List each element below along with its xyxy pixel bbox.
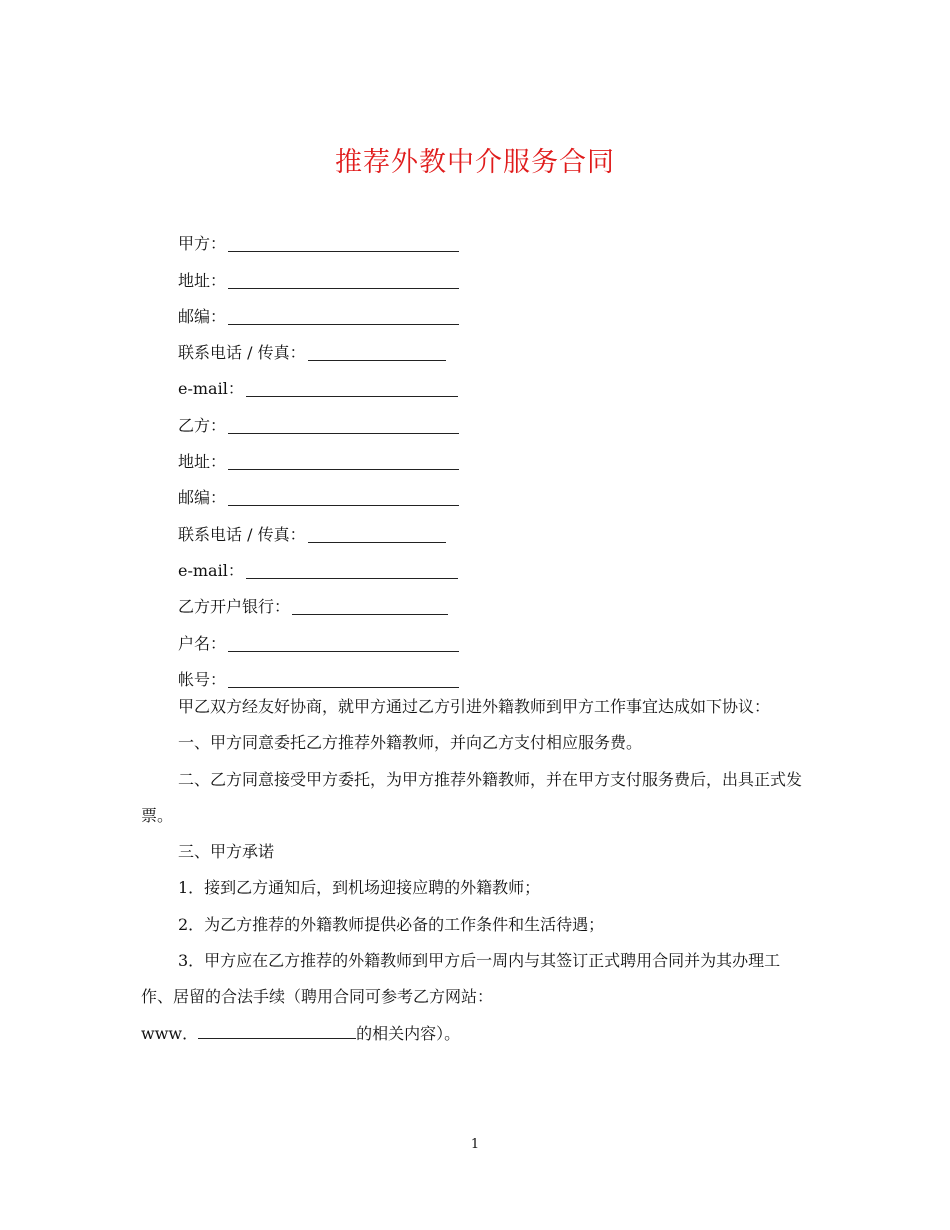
field-row-postcode-a — [178, 292, 478, 328]
party-info-fields — [178, 219, 478, 691]
field-label: e-mail： — [178, 379, 244, 399]
field-row-party-a — [178, 219, 478, 255]
blank-line — [246, 379, 458, 397]
field-label: 乙方： — [178, 415, 227, 435]
url-prefix: www． — [141, 1023, 199, 1043]
intro-paragraph: 甲乙双方经友好协商，就甲方通过乙方引进外籍教师到甲方工作事宜达成如下协议： — [178, 697, 771, 716]
blank-line — [228, 670, 459, 688]
field-label: e-mail： — [178, 560, 244, 580]
field-label: 联系电话 / 传真： — [178, 524, 306, 544]
website-line — [141, 1016, 809, 1052]
field-row-email-a — [178, 364, 478, 400]
blank-line — [228, 488, 459, 506]
clause-2: 二、乙方同意接受甲方委托，为甲方推荐外籍教师，并在甲方支付服务费后，出具正式发票。 — [141, 769, 803, 825]
field-label: 帐号： — [178, 669, 227, 689]
field-row-account-number — [178, 655, 478, 691]
clause-3-item-3: 3．甲方应在乙方推荐的外籍教师到甲方后一周内与其签订正式聘用合同并为其办理工作、居留的合法手续（聘用合同可参考乙方网站： — [141, 951, 781, 1007]
blank-line — [228, 234, 459, 252]
field-row-address-a — [178, 255, 478, 291]
blank-line — [228, 452, 459, 470]
blank-line — [292, 597, 448, 615]
document-title: 推荐外教中介服务合同 — [335, 147, 615, 178]
blank-line — [228, 307, 459, 325]
contract-body — [141, 689, 809, 1052]
field-row-bank — [178, 582, 478, 618]
field-label: 联系电话 / 传真： — [178, 343, 306, 363]
url-blank-line — [198, 1024, 356, 1039]
field-label: 地址： — [178, 452, 227, 472]
clause-1: 一、甲方同意委托乙方推荐外籍教师，并向乙方支付相应服务费。 — [178, 733, 643, 753]
blank-line — [228, 271, 459, 289]
page-number: 1 — [470, 1137, 480, 1152]
field-label: 甲方： — [178, 234, 227, 254]
field-label: 地址： — [178, 270, 227, 290]
field-row-email-b — [178, 546, 478, 582]
field-row-account-name — [178, 618, 478, 654]
field-row-phone-a — [178, 328, 478, 364]
blank-line — [228, 634, 459, 652]
blank-line — [228, 416, 459, 434]
field-row-address-b — [178, 437, 478, 473]
field-row-postcode-b — [178, 473, 478, 509]
field-label: 户名： — [178, 633, 227, 653]
clause-3-item-2: 2．为乙方推荐的外籍教师提供必备的工作条件和生活待遇； — [178, 914, 605, 934]
url-suffix: 的相关内容）。 — [356, 1023, 461, 1043]
field-label: 邮编： — [178, 306, 227, 326]
clause-3-heading: 三、甲方承诺 — [178, 842, 275, 862]
blank-line — [246, 561, 458, 579]
field-label: 邮编： — [178, 488, 227, 508]
clause-3-item-1: 1．接到乙方通知后，到机场迎接应聘的外籍教师； — [178, 878, 541, 898]
field-label: 乙方开户银行： — [178, 597, 291, 617]
blank-line — [308, 525, 446, 543]
field-row-phone-b — [178, 509, 478, 545]
field-row-party-b — [178, 400, 478, 436]
blank-line — [308, 343, 446, 361]
